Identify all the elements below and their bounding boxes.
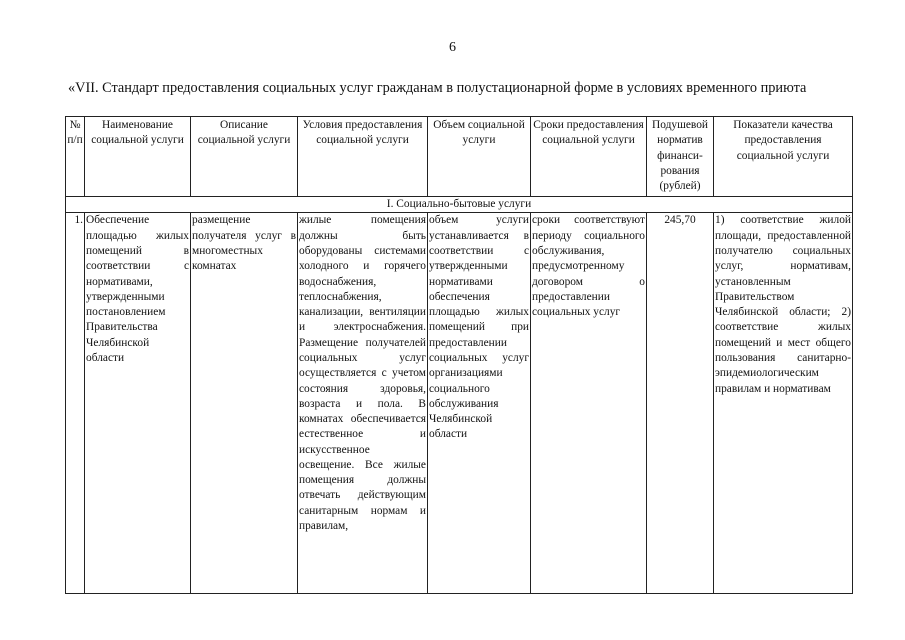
service-standard-table <box>65 116 853 594</box>
header-quality-indicators: Показатели качества предоставления социальной услуги <box>714 117 853 197</box>
cell-terms: сроки соответствуют периоду социального обслуживания, предусмотренному договором о предоставлении социальных услуг <box>531 213 647 594</box>
header-description: Описание социальной услуги <box>191 117 298 197</box>
header-volume: Объем социальной услуги <box>428 117 531 197</box>
header-service-name: Наименование социальной услуги <box>85 117 191 197</box>
page-number: 6 <box>449 40 456 55</box>
cell-volume: объем услуги устанавливается в соответствии с утвержденными нормативами обеспечения площадью жилых помещений при предоставлении социальных услуг организациями социального обслуживания Челябинской области <box>428 213 531 594</box>
header-conditions: Условия предоставления социальной услуги <box>298 117 428 197</box>
cell-conditions: жилые помещения должны быть оборудованы системами холодного и горячего водоснабжения, теплоснабжения, канализации, вентиляции и электроснабжения. Размещение получателей социальных услуг осуществляется с учетом состояния здоровья, возраста и пола. В комнатах обеспечивается естественное и искусственное освещение. Все жилые помещения должны отвечать действующим санитарным нормам и правилам, <box>298 213 428 594</box>
section-row <box>66 197 853 213</box>
header-terms: Сроки предоставления социальной услуги <box>531 117 647 197</box>
header-number: № п/п <box>66 117 85 197</box>
cell-number: 1. <box>66 213 85 594</box>
cell-description: размещение получателя услуг в многоместных комнатах <box>191 213 298 594</box>
cell-service-name: Обеспечение площадью жилых помещений в соответствии с нормативами, утвержденными постановлением Правительства Челябинской области <box>85 213 191 594</box>
page-title: «VII. Стандарт предоставления социальных услуг гражданам в полустационарной форме в условиях временного приюта <box>68 80 807 96</box>
section-title: I. Социально-бытовые услуги <box>66 197 853 213</box>
cell-quality-indicators: 1) соответствие жилой площади, предоставленной получателю социальных услуг, нормативам, установленным Правительством Челябинской области; 2) соответствие жилых помещений и мест общего пользования санитарно-эпидемиологическим правилам и нормативам <box>714 213 853 594</box>
table-header-row <box>66 117 853 197</box>
header-financing-norm: Подушевой норматив финанси-рования (рублей) <box>647 117 714 197</box>
table-row <box>66 213 853 594</box>
cell-financing-norm: 245,70 <box>647 213 714 594</box>
